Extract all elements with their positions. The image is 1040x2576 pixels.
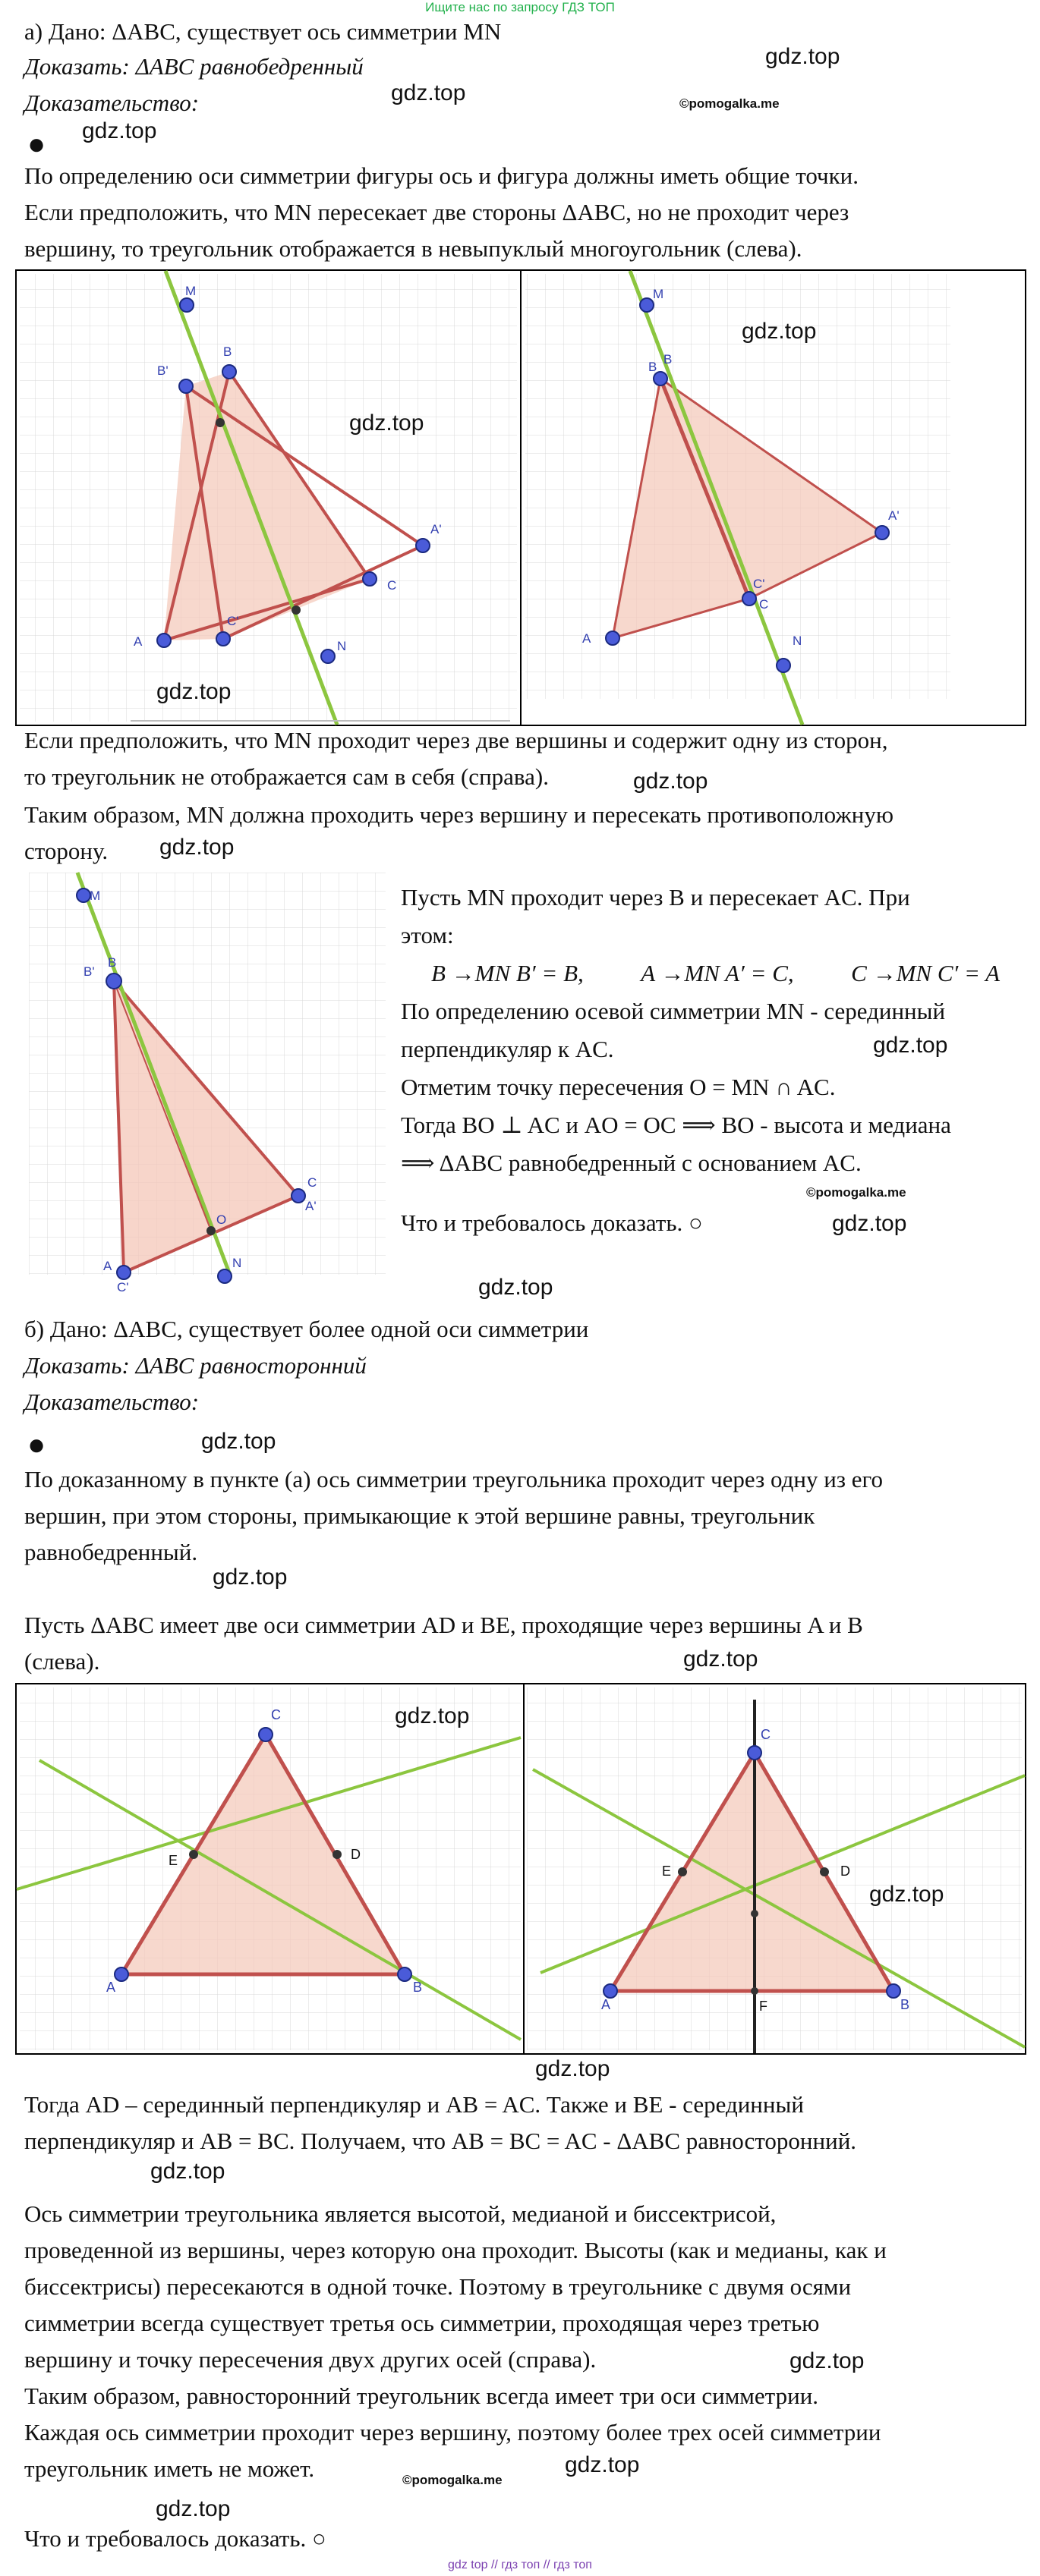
part-a-proof-label: Доказательство: <box>24 90 200 116</box>
part-a-p3-line1: Таким образом, MN должна проходить через вершину и пересекать противоположную <box>24 801 894 828</box>
part-b-q4-line6: Таким образом, равносторонний треугольник всегда имеет три оси симметрии. <box>24 2383 819 2409</box>
point-a-prime <box>875 526 889 539</box>
part-a-p1-line3: вершину, то треугольник отображается в невыпуклый многоугольник (слева). <box>24 235 802 262</box>
label-c: C <box>761 1727 771 1742</box>
figure-row-1 <box>15 269 1026 726</box>
point-b <box>222 365 236 379</box>
point-b-prime <box>179 379 193 393</box>
part-b-q1-line3: равнобедренный. <box>24 1539 198 1565</box>
label-b: B <box>663 352 673 366</box>
label-c: C <box>271 1707 281 1722</box>
label-c-prime: C' <box>227 614 239 628</box>
label-n: N <box>337 639 347 653</box>
label-c: C <box>307 1175 317 1190</box>
part-b-q4-line1: Ось симметрии треугольника является высотой, медианой и биссектрисой, <box>24 2200 777 2227</box>
part-b-q4-line4: симметрии всегда существует третья ось симметрии, проходящая через третью <box>24 2310 820 2336</box>
part-b-q2-line2: (слева). <box>24 1648 100 1675</box>
part-a-p1-line2: Если предположить, что MN пересекает две стороны ΔABC, но не проходит через <box>24 199 849 225</box>
part-a-p1-line1: По определению оси симметрии фигуры ось и фигура должны иметь общие точки. <box>24 162 859 189</box>
point-c <box>742 592 756 605</box>
point-m <box>640 298 654 312</box>
watermark: gdz.top <box>395 1703 470 1728</box>
copyright: ©pomogalka.me <box>806 1185 906 1200</box>
label-b: B <box>108 955 117 970</box>
label-a: A <box>106 1980 116 1995</box>
label-a-prime: A' <box>305 1199 317 1213</box>
part-b-q4-line2: проведенной из вершины, через которую она проходит. Высоты (как и медианы, как и <box>24 2237 887 2263</box>
mapping-b: B →MN B′ = B, <box>431 960 584 986</box>
watermark: gdz.top <box>873 1033 948 1058</box>
label-a: A <box>134 634 143 649</box>
part-b-proof-label: Доказательство: <box>24 1389 200 1415</box>
label-b-prime: B' <box>84 964 95 979</box>
watermark: gdz.top <box>789 2348 865 2373</box>
watermark: gdz.top <box>832 1211 907 1236</box>
label-o: O <box>216 1213 227 1227</box>
label-m: M <box>185 284 197 298</box>
part-b-q4-line7: Каждая ось симметрии проходит через вершину, поэтому более трех осей симметрии <box>24 2419 881 2445</box>
point-m <box>180 298 194 312</box>
watermark: gdz.top <box>156 2496 231 2521</box>
part-b-q3-line1: Тогда AD – серединный перпендикуляр и AB = AC. Также и BE - серединный <box>24 2091 804 2118</box>
watermark: gdz.top <box>683 1647 758 1672</box>
label-c-prime: C' <box>753 577 765 591</box>
point-a-prime <box>416 539 430 552</box>
label-e: E <box>169 1853 178 1868</box>
label-b: B <box>223 344 232 359</box>
header-note: Ищите нас по запросу ГДЗ ТОП <box>425 0 615 14</box>
point-c-prime <box>216 632 230 646</box>
part-a-r5: Отметим точку пересечения O = MN ∩ AC. <box>401 1074 836 1100</box>
label-b: B <box>900 1997 910 2012</box>
watermark: gdz.top <box>565 2452 640 2477</box>
figure-row-2 <box>15 1683 1026 2055</box>
part-a-given: а) Дано: ΔABC, существует ось симметрии MN <box>24 18 502 45</box>
watermark: gdz.top <box>391 80 466 105</box>
figure-5 <box>527 1687 1025 2053</box>
watermark: gdz.top <box>150 2159 225 2184</box>
label-a-prime: A' <box>888 508 900 523</box>
part-a-p3-line2: сторону. <box>24 838 109 864</box>
label-c: C <box>759 597 769 612</box>
part-a-r1: Пусть MN проходит через B и пересекает AC. При <box>401 884 910 911</box>
label-a: A <box>582 631 591 646</box>
watermark: gdz.top <box>765 44 840 69</box>
part-a-r6: Тогда BO ⊥ AC и AO = OC ⟹ BO - высота и медиана <box>401 1112 951 1138</box>
watermark: gdz.top <box>349 410 424 436</box>
part-a-right-text <box>401 879 1000 1182</box>
label-m: M <box>90 889 101 903</box>
watermark: gdz.top <box>159 835 235 860</box>
label-b-prime: B' <box>157 363 169 378</box>
part-b-q1-line2: вершин, при этом стороны, примыкающие к этой вершине равны, треугольник <box>24 1502 815 1529</box>
label-e: E <box>662 1864 672 1879</box>
figure-4 <box>17 1687 521 2050</box>
mapping-row <box>431 955 1000 992</box>
part-a-r2: этом: <box>401 922 454 948</box>
mapping-c: C →MN C′ = A <box>851 960 1001 986</box>
label-n: N <box>232 1256 242 1270</box>
point-a <box>157 634 171 647</box>
label-a: A <box>601 1997 611 2012</box>
figure-1 <box>20 271 517 725</box>
part-b-given: б) Дано: ΔABC, существует более одной оси симметрии <box>24 1316 589 1342</box>
point-c <box>363 572 377 586</box>
part-a-p2-line2: то треугольник не отображается сам в себя (справа). <box>24 763 549 790</box>
figure-2 <box>525 271 950 725</box>
label-d: D <box>840 1864 850 1879</box>
part-b-prove: Доказать: ΔABC равносторонний <box>24 1352 367 1379</box>
part-b-q2-line1: Пусть ΔABC имеет две оси симметрии AD и BE, проходящие через вершины A и B <box>24 1612 863 1638</box>
footer-note: gdz top // гдз топ // гдз топ <box>448 2559 592 2571</box>
part-a-r3: По определению осевой симметрии MN - серединный <box>401 998 946 1024</box>
watermark: gdz.top <box>201 1429 276 1454</box>
watermark: gdz.top <box>535 2056 610 2081</box>
watermark: gdz.top <box>742 319 817 344</box>
label-c: C <box>387 578 397 593</box>
copyright: ©pomogalka.me <box>679 96 780 111</box>
watermark: gdz.top <box>869 1882 944 1907</box>
watermark: gdz.top <box>156 679 232 704</box>
label-b: B <box>413 1980 423 1995</box>
label-a: A <box>103 1259 112 1273</box>
part-a-r7: ⟹ ΔABC равнобедренный с основанием AC. <box>401 1150 862 1176</box>
mapping-a: A →MN A′ = C, <box>641 960 794 986</box>
part-a-r4: перпендикуляр к AC. <box>401 1036 614 1062</box>
label-b-prime: B <box>648 360 657 374</box>
part-b-q4-line3: биссектрисы) пересекаются в одной точке. Поэтому в треугольнике с двумя осями <box>24 2273 852 2300</box>
part-b-q4-line5: вершину и точку пересечения двух других осей (справа). <box>24 2346 597 2373</box>
part-a-conclusion: Что и требовалось доказать. ○ <box>401 1209 703 1236</box>
label-a-prime: A' <box>430 522 442 536</box>
part-a-bullet: ● <box>27 127 46 161</box>
point-n <box>777 659 790 672</box>
watermark: gdz.top <box>82 118 157 143</box>
label-c-prime: C' <box>117 1280 129 1294</box>
part-b-q3-line2: перпендикуляр и AB = BC. Получаем, что AB = BC = AC - ΔABC равносторонний. <box>24 2128 857 2154</box>
copyright: ©pomogalka.me <box>402 2473 503 2487</box>
part-a-prove: Доказать: ΔABC равнобедренный <box>24 53 364 80</box>
figure-3 <box>29 873 386 1294</box>
part-b-q4-line8: треугольник иметь не может. <box>24 2455 315 2482</box>
part-a-p2-line1: Если предположить, что MN проходит через две вершины и содержит одну из сторон, <box>24 727 888 753</box>
label-n: N <box>793 634 802 648</box>
point-n <box>321 650 335 663</box>
watermark: gdz.top <box>213 1565 288 1590</box>
part-b-bullet: ● <box>27 1427 46 1461</box>
watermark: gdz.top <box>633 769 708 794</box>
part-b-conclusion: Что и требовалось доказать. ○ <box>24 2525 326 2552</box>
label-d: D <box>351 1847 361 1862</box>
label-m: M <box>653 287 664 301</box>
watermark: gdz.top <box>478 1275 553 1300</box>
point-a <box>606 631 619 645</box>
part-b-q1-line1: По доказанному в пункте (а) ось симметрии треугольника проходит через одну из его <box>24 1466 884 1492</box>
label-f: F <box>759 1999 767 2014</box>
